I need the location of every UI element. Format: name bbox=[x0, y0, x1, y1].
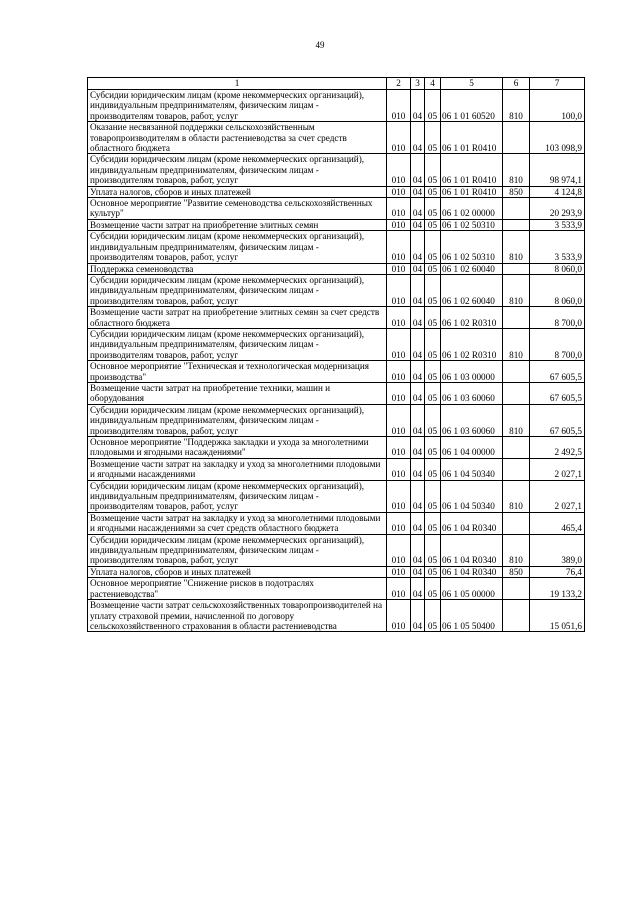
table-row bbox=[88, 307, 585, 329]
row-amount-cell: 67 605,5 bbox=[530, 404, 585, 436]
row-subsection-cell: 04 bbox=[411, 186, 425, 197]
row-target-article-cell: 06 1 02 60040 bbox=[441, 263, 503, 274]
row-amount-cell: 465,4 bbox=[530, 512, 585, 534]
row-section-cell: 010 bbox=[387, 512, 411, 534]
row-subsection2-cell: 05 bbox=[425, 154, 441, 186]
row-amount-cell: 2 027,1 bbox=[530, 458, 585, 480]
header-col-4: 4 bbox=[425, 78, 441, 90]
table-row bbox=[88, 122, 585, 154]
row-name-cell: Возмещение части затрат на приобретение элитных семян за счет средств областного бюджета bbox=[88, 307, 387, 329]
row-expense-type-cell bbox=[503, 578, 530, 600]
row-amount-cell: 389,0 bbox=[530, 534, 585, 566]
row-amount-cell: 67 605,5 bbox=[530, 382, 585, 404]
table-row bbox=[88, 512, 585, 534]
row-section-cell: 010 bbox=[387, 154, 411, 186]
row-section-cell: 010 bbox=[387, 382, 411, 404]
table-row bbox=[88, 263, 585, 274]
row-subsection2-cell: 05 bbox=[425, 274, 441, 306]
table-row bbox=[88, 186, 585, 197]
row-name-cell: Основное мероприятие "Техническая и технологическая модернизация производства" bbox=[88, 361, 387, 383]
row-expense-type-cell: 810 bbox=[503, 404, 530, 436]
row-section-cell: 010 bbox=[387, 458, 411, 480]
row-amount-cell: 19 133,2 bbox=[530, 578, 585, 600]
row-target-article-cell: 06 1 05 50400 bbox=[441, 600, 503, 632]
table-row bbox=[88, 231, 585, 263]
row-expense-type-cell: 810 bbox=[503, 328, 530, 360]
row-expense-type-cell bbox=[503, 219, 530, 230]
row-subsection-cell: 04 bbox=[411, 382, 425, 404]
row-expense-type-cell: 810 bbox=[503, 480, 530, 512]
row-subsection2-cell: 05 bbox=[425, 122, 441, 154]
row-name-cell: Оказание несвязанной поддержки сельскохозяйственным товаропроизводителям в области растениеводства за счет средств областного бюджета bbox=[88, 122, 387, 154]
row-amount-cell: 100,0 bbox=[530, 90, 585, 122]
row-subsection2-cell: 05 bbox=[425, 458, 441, 480]
row-subsection-cell: 04 bbox=[411, 90, 425, 122]
row-subsection2-cell: 05 bbox=[425, 534, 441, 566]
row-amount-cell: 98 974,1 bbox=[530, 154, 585, 186]
row-amount-cell: 20 293,9 bbox=[530, 198, 585, 220]
row-subsection-cell: 04 bbox=[411, 154, 425, 186]
row-subsection-cell: 04 bbox=[411, 328, 425, 360]
row-section-cell: 010 bbox=[387, 122, 411, 154]
row-expense-type-cell: 810 bbox=[503, 231, 530, 263]
page-number: 49 bbox=[315, 40, 325, 50]
row-section-cell: 010 bbox=[387, 566, 411, 577]
row-section-cell: 010 bbox=[387, 534, 411, 566]
row-target-article-cell: 06 1 01 R0410 bbox=[441, 186, 503, 197]
row-expense-type-cell bbox=[503, 600, 530, 632]
row-subsection-cell: 04 bbox=[411, 578, 425, 600]
row-amount-cell: 4 124,8 bbox=[530, 186, 585, 197]
table-row bbox=[88, 458, 585, 480]
row-subsection-cell: 04 bbox=[411, 122, 425, 154]
row-target-article-cell: 06 1 04 50340 bbox=[441, 480, 503, 512]
row-name-cell: Субсидии юридическим лицам (кроме некоммерческих организаций), индивидуальным предпринимателям, физическим лицам - производителям товаров, работ, услуг bbox=[88, 231, 387, 263]
header-col-6: 6 bbox=[503, 78, 530, 90]
row-subsection2-cell: 05 bbox=[425, 328, 441, 360]
row-target-article-cell: 06 1 02 R0310 bbox=[441, 328, 503, 360]
row-amount-cell: 8 700,0 bbox=[530, 328, 585, 360]
table-row bbox=[88, 361, 585, 383]
row-subsection-cell: 04 bbox=[411, 566, 425, 577]
row-amount-cell: 2 027,1 bbox=[530, 480, 585, 512]
row-subsection-cell: 04 bbox=[411, 231, 425, 263]
row-name-cell: Основное мероприятие "Поддержка закладки и ухода за многолетними плодовыми и ягодными насаждениями" bbox=[88, 437, 387, 459]
header-col-2: 2 bbox=[387, 78, 411, 90]
header-col-7: 7 bbox=[530, 78, 585, 90]
row-subsection2-cell: 05 bbox=[425, 404, 441, 436]
row-subsection2-cell: 05 bbox=[425, 382, 441, 404]
row-subsection-cell: 04 bbox=[411, 512, 425, 534]
row-expense-type-cell bbox=[503, 263, 530, 274]
row-subsection2-cell: 05 bbox=[425, 231, 441, 263]
row-name-cell: Субсидии юридическим лицам (кроме некоммерческих организаций), индивидуальным предпринимателям, физическим лицам - производителям товаров, работ, услуг bbox=[88, 328, 387, 360]
row-subsection-cell: 04 bbox=[411, 534, 425, 566]
row-expense-type-cell: 810 bbox=[503, 90, 530, 122]
row-expense-type-cell: 810 bbox=[503, 154, 530, 186]
row-subsection2-cell: 05 bbox=[425, 361, 441, 383]
row-section-cell: 010 bbox=[387, 274, 411, 306]
table-row bbox=[88, 198, 585, 220]
row-target-article-cell: 06 1 03 60060 bbox=[441, 404, 503, 436]
row-expense-type-cell bbox=[503, 361, 530, 383]
row-section-cell: 010 bbox=[387, 361, 411, 383]
row-name-cell: Субсидии юридическим лицам (кроме некоммерческих организаций), индивидуальным предпринимателям, физическим лицам - производителям товаров, работ, услуг bbox=[88, 154, 387, 186]
row-subsection2-cell: 05 bbox=[425, 186, 441, 197]
row-section-cell: 010 bbox=[387, 231, 411, 263]
row-subsection-cell: 04 bbox=[411, 600, 425, 632]
row-section-cell: 010 bbox=[387, 219, 411, 230]
row-target-article-cell: 06 1 02 50310 bbox=[441, 219, 503, 230]
row-section-cell: 010 bbox=[387, 90, 411, 122]
table-row bbox=[88, 437, 585, 459]
row-section-cell: 010 bbox=[387, 578, 411, 600]
row-subsection2-cell: 05 bbox=[425, 263, 441, 274]
row-amount-cell: 8 060,0 bbox=[530, 274, 585, 306]
row-amount-cell: 2 492,5 bbox=[530, 437, 585, 459]
table-row bbox=[88, 382, 585, 404]
row-expense-type-cell bbox=[503, 382, 530, 404]
row-target-article-cell: 06 1 01 R0410 bbox=[441, 122, 503, 154]
row-name-cell: Субсидии юридическим лицам (кроме некоммерческих организаций), индивидуальным предпринимателям, физическим лицам - производителям товаров, работ, услуг bbox=[88, 480, 387, 512]
row-name-cell: Субсидии юридическим лицам (кроме некоммерческих организаций), индивидуальным предпринимателям, физическим лицам - производителям товаров, работ, услуг bbox=[88, 404, 387, 436]
row-section-cell: 010 bbox=[387, 328, 411, 360]
row-expense-type-cell: 850 bbox=[503, 186, 530, 197]
header-col-5: 5 bbox=[441, 78, 503, 90]
row-expense-type-cell bbox=[503, 437, 530, 459]
row-name-cell: Субсидии юридическим лицам (кроме некоммерческих организаций), индивидуальным предпринимателям, физическим лицам - производителям товаров, работ, услуг bbox=[88, 90, 387, 122]
row-subsection2-cell: 05 bbox=[425, 512, 441, 534]
row-subsection2-cell: 05 bbox=[425, 307, 441, 329]
row-subsection-cell: 04 bbox=[411, 274, 425, 306]
row-amount-cell: 3 533,9 bbox=[530, 219, 585, 230]
budget-table bbox=[87, 77, 585, 632]
table-row bbox=[88, 154, 585, 186]
row-section-cell: 010 bbox=[387, 307, 411, 329]
row-subsection-cell: 04 bbox=[411, 458, 425, 480]
table-row bbox=[88, 578, 585, 600]
row-section-cell: 010 bbox=[387, 480, 411, 512]
row-target-article-cell: 06 1 03 00000 bbox=[441, 361, 503, 383]
table-row bbox=[88, 600, 585, 632]
row-target-article-cell: 06 1 04 00000 bbox=[441, 437, 503, 459]
table-row bbox=[88, 404, 585, 436]
row-name-cell: Возмещение части затрат на закладку и уход за многолетними плодовыми и ягодными насаждениями за счет средств областного бюджета bbox=[88, 512, 387, 534]
row-expense-type-cell bbox=[503, 512, 530, 534]
row-target-article-cell: 06 1 02 60040 bbox=[441, 274, 503, 306]
row-expense-type-cell bbox=[503, 458, 530, 480]
row-target-article-cell: 06 1 02 50310 bbox=[441, 231, 503, 263]
row-amount-cell: 8 700,0 bbox=[530, 307, 585, 329]
table-row bbox=[88, 566, 585, 577]
row-name-cell: Уплата налогов, сборов и иных платежей bbox=[88, 566, 387, 577]
header-col-3: 3 bbox=[411, 78, 425, 90]
row-name-cell: Возмещение части затрат на закладку и уход за многолетними плодовыми и ягодными насаждениями bbox=[88, 458, 387, 480]
row-target-article-cell: 06 1 01 R0410 bbox=[441, 154, 503, 186]
table-row bbox=[88, 219, 585, 230]
row-expense-type-cell bbox=[503, 198, 530, 220]
table-row bbox=[88, 480, 585, 512]
row-subsection-cell: 04 bbox=[411, 361, 425, 383]
row-subsection-cell: 04 bbox=[411, 219, 425, 230]
row-name-cell: Субсидии юридическим лицам (кроме некоммерческих организаций), индивидуальным предпринимателям, физическим лицам - производителям товаров, работ, услуг bbox=[88, 534, 387, 566]
row-name-cell: Поддержка семеноводства bbox=[88, 263, 387, 274]
row-subsection-cell: 04 bbox=[411, 437, 425, 459]
row-expense-type-cell bbox=[503, 122, 530, 154]
row-expense-type-cell: 810 bbox=[503, 274, 530, 306]
row-section-cell: 010 bbox=[387, 437, 411, 459]
row-subsection2-cell: 05 bbox=[425, 600, 441, 632]
row-amount-cell: 103 098,9 bbox=[530, 122, 585, 154]
row-section-cell: 010 bbox=[387, 600, 411, 632]
row-amount-cell: 15 051,6 bbox=[530, 600, 585, 632]
row-expense-type-cell: 810 bbox=[503, 534, 530, 566]
row-section-cell: 010 bbox=[387, 186, 411, 197]
row-section-cell: 010 bbox=[387, 198, 411, 220]
row-target-article-cell: 06 1 02 00000 bbox=[441, 198, 503, 220]
row-subsection-cell: 04 bbox=[411, 263, 425, 274]
row-subsection-cell: 04 bbox=[411, 404, 425, 436]
row-target-article-cell: 06 1 04 R0340 bbox=[441, 566, 503, 577]
row-name-cell: Возмещение части затрат на приобретение элитных семян bbox=[88, 219, 387, 230]
row-target-article-cell: 06 1 04 R0340 bbox=[441, 534, 503, 566]
row-subsection2-cell: 05 bbox=[425, 437, 441, 459]
row-subsection-cell: 04 bbox=[411, 307, 425, 329]
row-expense-type-cell: 850 bbox=[503, 566, 530, 577]
table-row bbox=[88, 534, 585, 566]
row-name-cell: Уплата налогов, сборов и иных платежей bbox=[88, 186, 387, 197]
row-name-cell: Возмещение части затрат на приобретение техники, машин и оборудования bbox=[88, 382, 387, 404]
table-row bbox=[88, 274, 585, 306]
row-name-cell: Основное мероприятие "Снижение рисков в подотраслях растениеводства" bbox=[88, 578, 387, 600]
row-name-cell: Субсидии юридическим лицам (кроме некоммерческих организаций), индивидуальным предпринимателям, физическим лицам - производителям товаров, работ, услуг bbox=[88, 274, 387, 306]
row-target-article-cell: 06 1 03 60060 bbox=[441, 382, 503, 404]
header-col-1: 1 bbox=[88, 78, 387, 90]
row-subsection2-cell: 05 bbox=[425, 566, 441, 577]
row-target-article-cell: 06 1 04 50340 bbox=[441, 458, 503, 480]
row-amount-cell: 3 533,9 bbox=[530, 231, 585, 263]
table-row bbox=[88, 328, 585, 360]
row-target-article-cell: 06 1 04 R0340 bbox=[441, 512, 503, 534]
row-section-cell: 010 bbox=[387, 263, 411, 274]
row-section-cell: 010 bbox=[387, 404, 411, 436]
row-target-article-cell: 06 1 02 R0310 bbox=[441, 307, 503, 329]
row-subsection2-cell: 05 bbox=[425, 578, 441, 600]
row-target-article-cell: 06 1 01 60520 bbox=[441, 90, 503, 122]
table-row bbox=[88, 90, 585, 122]
row-target-article-cell: 06 1 05 00000 bbox=[441, 578, 503, 600]
row-amount-cell: 67 605,5 bbox=[530, 361, 585, 383]
row-amount-cell: 8 060,0 bbox=[530, 263, 585, 274]
table-header-row bbox=[88, 78, 585, 90]
row-subsection2-cell: 05 bbox=[425, 480, 441, 512]
row-subsection2-cell: 05 bbox=[425, 219, 441, 230]
row-expense-type-cell bbox=[503, 307, 530, 329]
row-subsection2-cell: 05 bbox=[425, 90, 441, 122]
row-name-cell: Основное мероприятие "Развитие семеноводства сельскохозяйственных культур" bbox=[88, 198, 387, 220]
row-subsection-cell: 04 bbox=[411, 198, 425, 220]
row-subsection2-cell: 05 bbox=[425, 198, 441, 220]
row-subsection-cell: 04 bbox=[411, 480, 425, 512]
row-name-cell: Возмещение части затрат сельскохозяйственных товаропроизводителей на уплату страховой премии, начисленной по договору сельскохозяйственного страхования в области растениеводства bbox=[88, 600, 387, 632]
row-amount-cell: 76,4 bbox=[530, 566, 585, 577]
